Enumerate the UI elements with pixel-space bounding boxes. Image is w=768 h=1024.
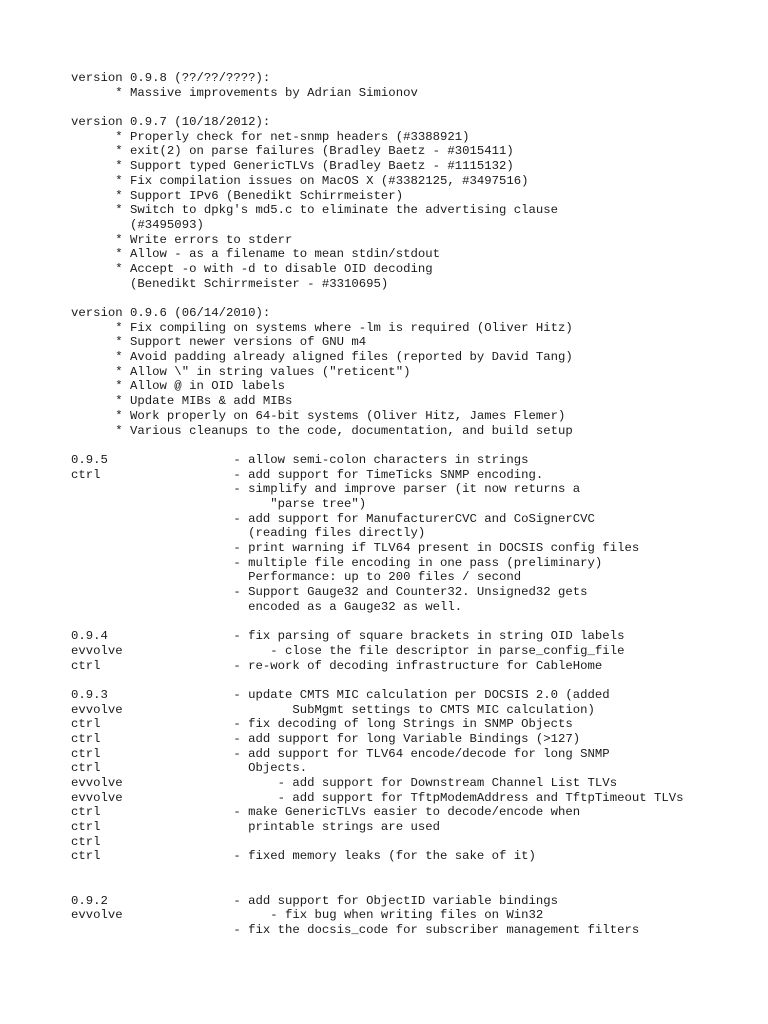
changelog-line: - multiple file encoding in one pass (preliminary) <box>71 555 603 570</box>
changelog-line: - Support Gauge32 and Counter32. Unsigned32 gets <box>71 585 588 600</box>
changelog-line: 0.9.3 - update CMTS MIC calculation per DOCSIS 2.0 (added <box>71 687 610 702</box>
changelog-line: * Support typed GenericTLVs (Bradley Baetz - #1115132) <box>71 159 514 174</box>
changelog-line: - fix the docsis_code for subscriber management filters <box>71 922 640 937</box>
changelog-line: evvolve - fix bug when writing files on Win32 <box>71 908 544 923</box>
changelog-line: * Allow - as a filename to mean stdin/stdout <box>71 247 440 262</box>
changelog-line: * Accept -o with -d to disable OID decoding <box>71 261 433 276</box>
changelog-line: ctrl - make GenericTLVs easier to decode/encode when <box>71 805 581 820</box>
changelog-line: * Allow \" in string values ("reticent") <box>71 364 411 379</box>
changelog-line: * Support newer versions of GNU m4 <box>71 335 367 350</box>
changelog-line: evvolve - add support for Downstream Channel List TLVs <box>71 776 618 790</box>
changelog-line: ctrl <box>71 834 101 849</box>
changelog-line <box>71 438 684 453</box>
changelog-line <box>71 673 684 688</box>
changelog-line <box>71 614 684 629</box>
changelog-line <box>71 879 684 894</box>
changelog-line: Performance: up to 200 files / second <box>71 570 522 585</box>
changelog-line: (#3495093) <box>71 217 204 232</box>
changelog-line <box>71 100 684 115</box>
changelog-line: * Avoid padding already aligned files (reported by David Tang) <box>71 350 573 365</box>
changelog-line: - add support for ManufacturerCVC and CoSignerCVC <box>71 511 595 526</box>
changelog-line: evvolve - close the file descriptor in parse_config_file <box>71 643 625 658</box>
changelog-line: evvolve - add support for TftpModemAddress and TftpTimeout TLVs <box>71 790 684 805</box>
changelog-line: version 0.9.6 (06/14/2010): <box>71 306 271 320</box>
changelog-line: ctrl - add support for long Variable Bindings (>127) <box>71 731 581 746</box>
changelog-line: ctrl Objects. <box>71 761 308 776</box>
changelog-line: 0.9.4 - fix parsing of square brackets in string OID labels <box>71 629 625 644</box>
changelog-line: * Allow @ in OID labels <box>71 379 286 394</box>
changelog-line: * Support IPv6 (Benedikt Schirrmeister) <box>71 188 404 203</box>
changelog-line: * Update MIBs & add MIBs <box>71 394 293 409</box>
changelog-line: * exit(2) on parse failures (Bradley Baetz - #3015411) <box>71 144 514 159</box>
changelog-line: encoded as a Gauge32 as well. <box>71 599 463 614</box>
changelog-line: * Switch to dpkg's md5.c to eliminate the advertising clause <box>71 203 559 218</box>
changelog-line: ctrl - add support for TimeTicks SNMP encoding. <box>71 467 544 482</box>
changelog-line <box>71 864 684 879</box>
changelog-line: (reading files directly) <box>71 526 426 541</box>
changelog-line: 0.9.5 - allow semi-colon characters in strings <box>71 452 529 467</box>
changelog-line: * Write errors to stderr <box>71 232 293 247</box>
changelog-line: ctrl - fixed memory leaks (for the sake of it) <box>71 849 536 864</box>
changelog-line: (Benedikt Schirrmeister - #3310695) <box>71 276 389 291</box>
changelog-line: ctrl - add support for TLV64 encode/decode for long SNMP <box>71 746 610 761</box>
changelog-line: - print warning if TLV64 present in DOCSIS config files <box>71 541 640 555</box>
changelog-line: ctrl printable strings are used <box>71 820 440 835</box>
changelog-line: version 0.9.8 (??/??/????): <box>71 71 271 85</box>
changelog-line: * Massive improvements by Adrian Simionov <box>71 85 418 100</box>
changelog-line: * Properly check for net-snmp headers (#3388921) <box>71 129 470 144</box>
changelog-line: * Work properly on 64-bit systems (Oliver Hitz, James Flemer) <box>71 408 566 423</box>
changelog-document <box>71 71 684 938</box>
changelog-line: 0.9.2 - add support for ObjectID variable bindings <box>71 893 559 908</box>
changelog-line: ctrl - re-work of decoding infrastructure for CableHome <box>71 658 603 673</box>
changelog-line: version 0.9.7 (10/18/2012): <box>71 115 271 130</box>
changelog-line <box>71 291 684 306</box>
changelog-line: "parse tree") <box>71 496 367 511</box>
changelog-line: evvolve SubMgmt settings to CMTS MIC calculation) <box>71 702 595 717</box>
changelog-line: * Fix compilation issues on MacOS X (#3382125, #3497516) <box>71 173 529 188</box>
changelog-line: - simplify and improve parser (it now returns a <box>71 482 581 497</box>
changelog-line: * Various cleanups to the code, documentation, and build setup <box>71 423 573 438</box>
changelog-line: ctrl - fix decoding of long Strings in SNMP Objects <box>71 717 573 732</box>
changelog-line: * Fix compiling on systems where -lm is required (Oliver Hitz) <box>71 320 573 335</box>
